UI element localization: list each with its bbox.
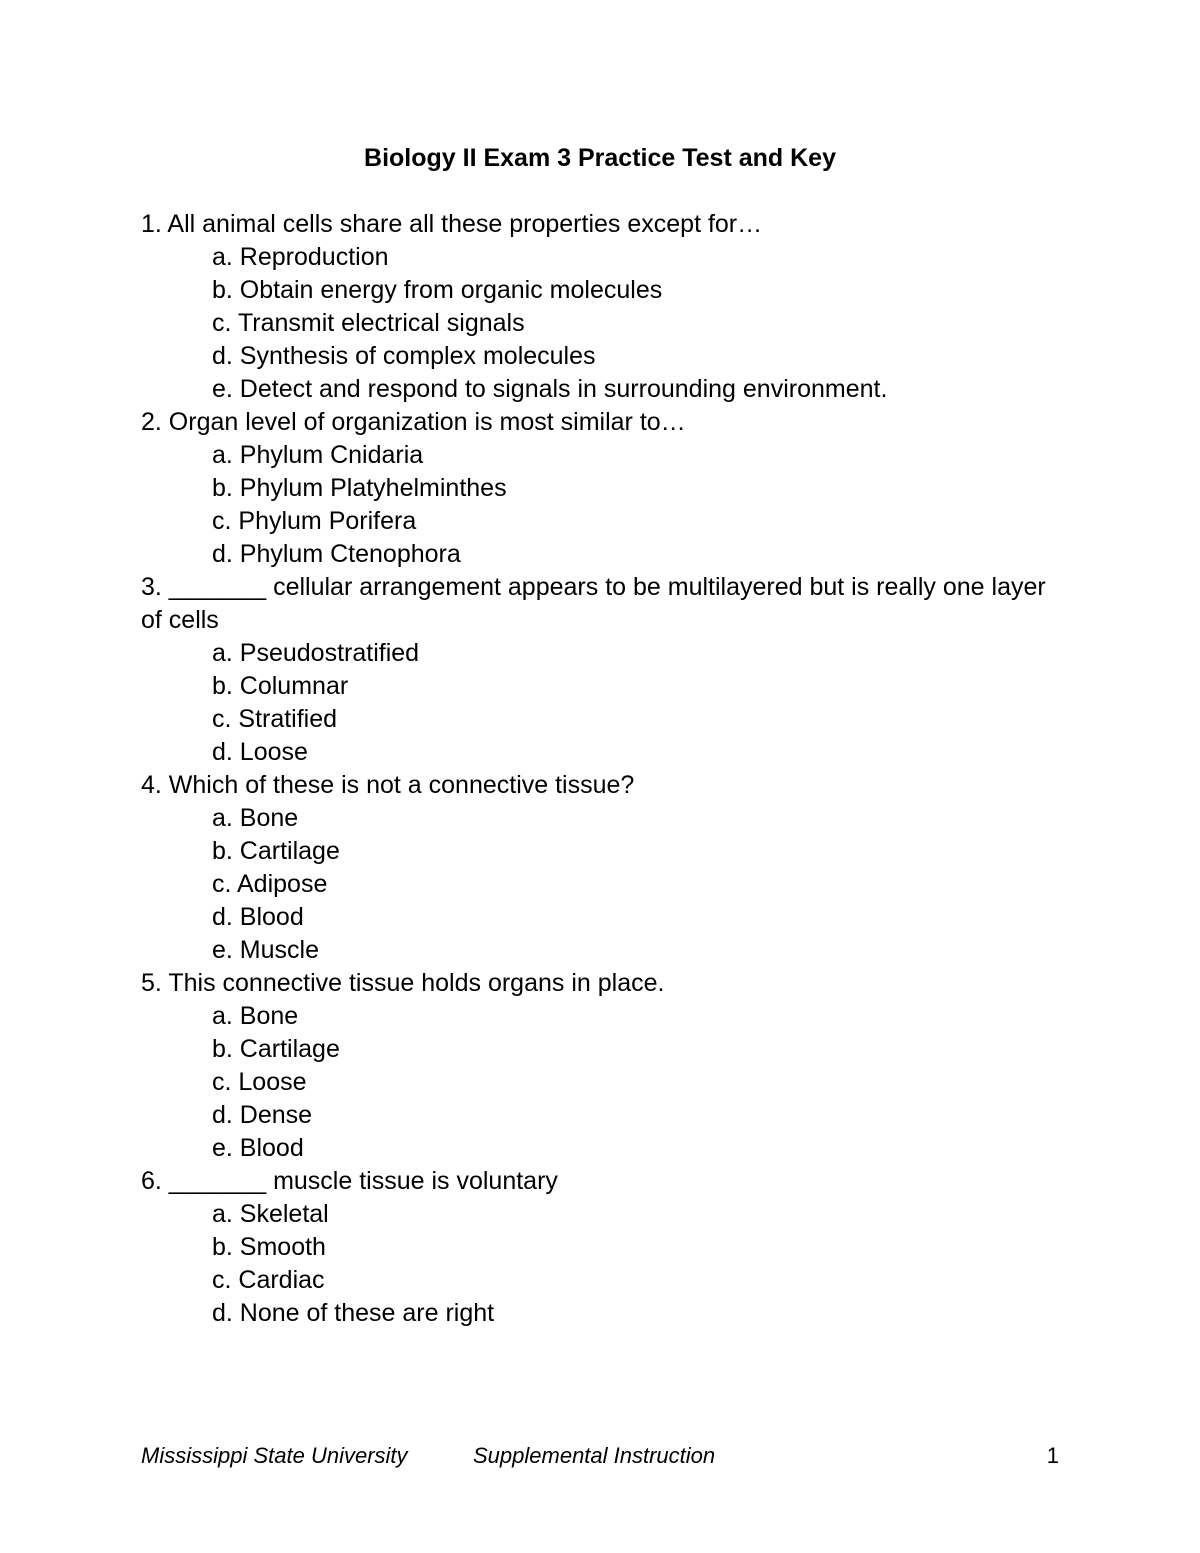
question-6	[141, 1165, 1071, 1330]
question-stem: 5. This connective tissue holds organs in place.	[141, 969, 665, 997]
option-c: c. Stratified	[212, 705, 338, 733]
question-list	[141, 208, 1071, 1330]
option-d: d. None of these are right	[212, 1299, 495, 1327]
option-a: a. Phylum Cnidaria	[212, 441, 424, 469]
option-list	[141, 637, 1071, 769]
option-b: b. Columnar	[212, 672, 349, 700]
option-b: b. Smooth	[212, 1233, 326, 1261]
question-stem: 4. Which of these is not a connective tissue?	[141, 771, 635, 799]
question-4	[141, 769, 1071, 967]
option-b: b. Cartilage	[212, 837, 340, 865]
option-c: c. Cardiac	[212, 1266, 325, 1294]
option-list	[141, 439, 1071, 571]
option-a: a. Bone	[212, 1002, 299, 1030]
option-d: d. Loose	[212, 738, 308, 766]
question-3	[141, 571, 1071, 769]
page-footer	[0, 1440, 1200, 1472]
option-a: a. Bone	[212, 804, 299, 832]
option-d: d. Phylum Ctenophora	[212, 540, 461, 568]
option-b: b. Cartilage	[212, 1035, 340, 1063]
option-a: a. Skeletal	[212, 1200, 329, 1228]
option-b: b. Phylum Platyhelminthes	[212, 474, 507, 502]
option-c: c. Phylum Porifera	[212, 507, 417, 535]
option-list	[141, 1000, 1071, 1165]
footer-university: Mississippi State University	[141, 1443, 408, 1468]
question-stem: 2. Organ level of organization is most similar to…	[141, 408, 686, 436]
option-list	[141, 1198, 1071, 1330]
option-d: d. Synthesis of complex molecules	[212, 342, 596, 370]
option-d: d. Blood	[212, 903, 304, 931]
option-d: d. Dense	[212, 1101, 313, 1129]
question-stem: 1. All animal cells share all these properties except for…	[141, 210, 763, 238]
question-1	[141, 208, 1071, 406]
page-title: Biology II Exam 3 Practice Test and Key	[364, 144, 836, 172]
option-b: b. Obtain energy from organic molecules	[212, 276, 663, 304]
option-list	[141, 802, 1071, 967]
option-a: a. Reproduction	[212, 243, 389, 271]
question-stem: 6. _______ muscle tissue is voluntary	[141, 1167, 558, 1195]
option-c: c. Adipose	[212, 870, 328, 898]
option-c: c. Loose	[212, 1068, 307, 1096]
footer-program: Supplemental Instruction	[473, 1443, 716, 1468]
option-c: c. Transmit electrical signals	[212, 309, 525, 337]
option-e: e. Muscle	[212, 936, 319, 964]
option-list	[141, 241, 1071, 406]
question-5	[141, 967, 1071, 1165]
question-2	[141, 406, 1071, 571]
question-stem: 3. _______ cellular arrangement appears to be multilayered but is really one layer of cells	[141, 573, 1046, 634]
option-e: e. Blood	[212, 1134, 304, 1162]
option-a: a. Pseudostratified	[212, 639, 420, 667]
option-e: e. Detect and respond to signals in surrounding environment.	[212, 375, 888, 403]
page-number: 1	[1046, 1443, 1059, 1468]
